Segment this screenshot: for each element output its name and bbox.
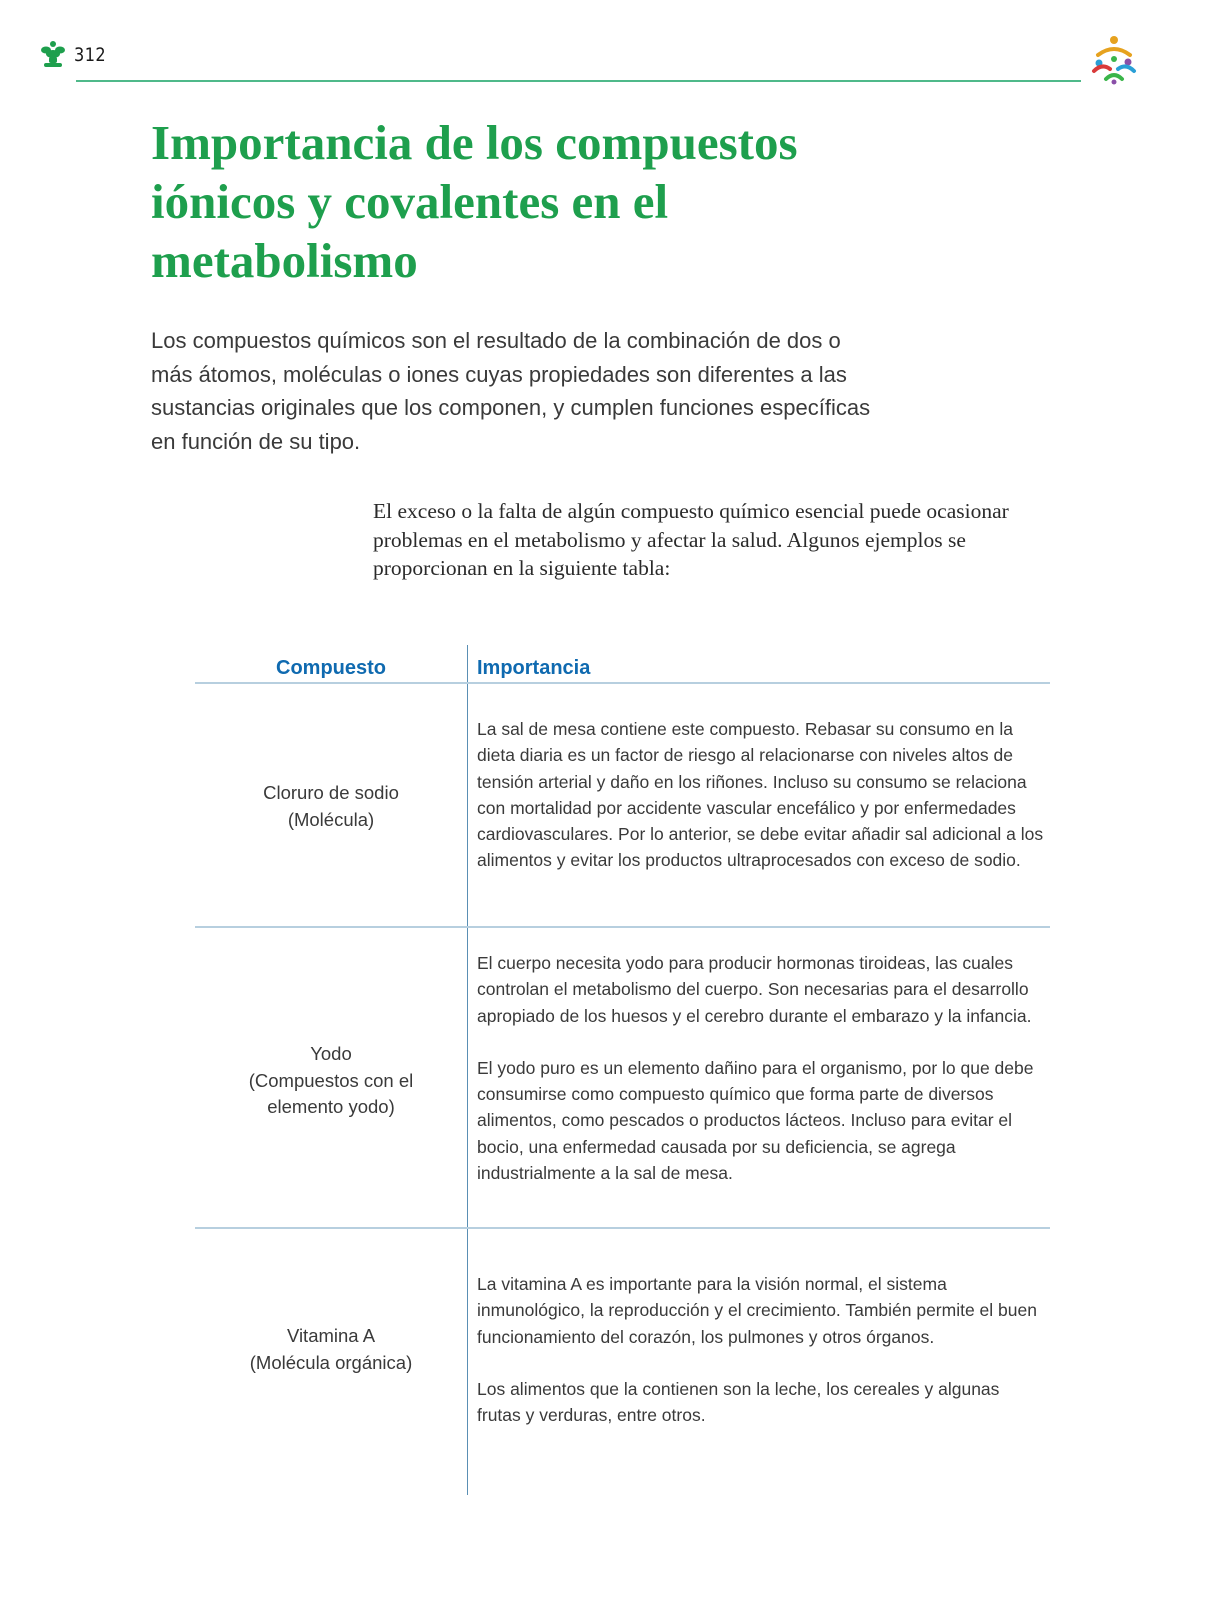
compound-name: Cloruro de sodio — [263, 782, 399, 803]
importance-paragraph: La vitamina A es importante para la visión normal, el sistema inmunológico, la reproducción y el crecimiento. También permite el buen funcionamiento del corazón, los pulmones y otros órganos. — [477, 1274, 1037, 1347]
compound-name: Yodo — [310, 1043, 352, 1064]
colorful-figures-logo-icon — [1088, 33, 1140, 85]
importance-paragraph: La sal de mesa contiene este compuesto. Rebasar su consumo en la dieta diaria es un factor de riesgo al relacionarse con niveles altos de tensión arterial y daño en los riñones. Incluso su consumo se relaciona con mortalidad por accidente vascular encefálico y por enfermedades cardiovasculares. Por lo anterior, se debe evitar añadir sal adicional a los alimentos y evitar los productos ultraprocesados con exceso de sodio. — [477, 719, 1044, 871]
compounds-table — [195, 0, 1050, 1600]
header-rule-line — [195, 682, 1050, 684]
importance-paragraph: El yodo puro es un elemento dañino para el organismo, por lo que debe consumirse como compuesto químico que forma parte de diversos alimentos, como pescados o productos lácteos. Incluso para evitar el bocio, una enfermedad causada por su deficiencia, se agrega industrialmente a la sal de mesa. — [477, 1057, 1034, 1184]
row-divider — [195, 926, 1050, 928]
intro-paragraph: Los compuestos químicos son el resultado de la combinación de dos o más átomos, moléculas o iones cuyas propiedades son diferentes a las sustancias originales que los componen, y cumplen funciones específicas en función de su tipo. — [151, 328, 871, 454]
row-divider — [195, 1227, 1050, 1229]
table-row-importance — [477, 716, 1047, 874]
header-compound: Compuesto — [276, 657, 386, 679]
table-row-compound — [195, 1323, 467, 1376]
compound-note: (Molécula) — [287, 808, 375, 830]
page-number: 312 — [74, 44, 107, 66]
compound-name: Vitamina A — [286, 1325, 376, 1346]
compound-note: (Compuestos con el elemento yodo) — [248, 1069, 414, 1117]
table-row-compound — [195, 780, 467, 833]
header-importance: Importancia — [477, 657, 591, 679]
lead-paragraph: El exceso o la falta de algún compuesto químico esencial puede ocasionar problemas en el metabolismo y afectar la salud. Algunos ejemplos se proporcionan en la siguiente tabla: — [373, 499, 1009, 580]
table-row-importance — [477, 950, 1047, 1186]
compound-note: (Molécula orgánica) — [249, 1351, 413, 1373]
table-row-importance — [477, 1271, 1047, 1428]
table-row-compound — [195, 1041, 467, 1121]
page-title: Importancia de los compuestos iónicos y covalentes en el metabolismo — [151, 115, 798, 288]
column-divider — [467, 645, 468, 1495]
green-ornament-icon — [40, 40, 66, 70]
page-header — [40, 40, 112, 70]
importance-paragraph: Los alimentos que la contienen son la leche, los cereales y algunas frutas y verduras, entre otros. — [477, 1378, 1000, 1426]
importance-paragraph: El cuerpo necesita yodo para producir hormonas tiroideas, las cuales controlan el metabolismo del cuerpo. Son necesarias para el desarrollo apropiado de los huesos y el cerebro durante el embarazo y la infancia. — [477, 953, 1032, 1026]
